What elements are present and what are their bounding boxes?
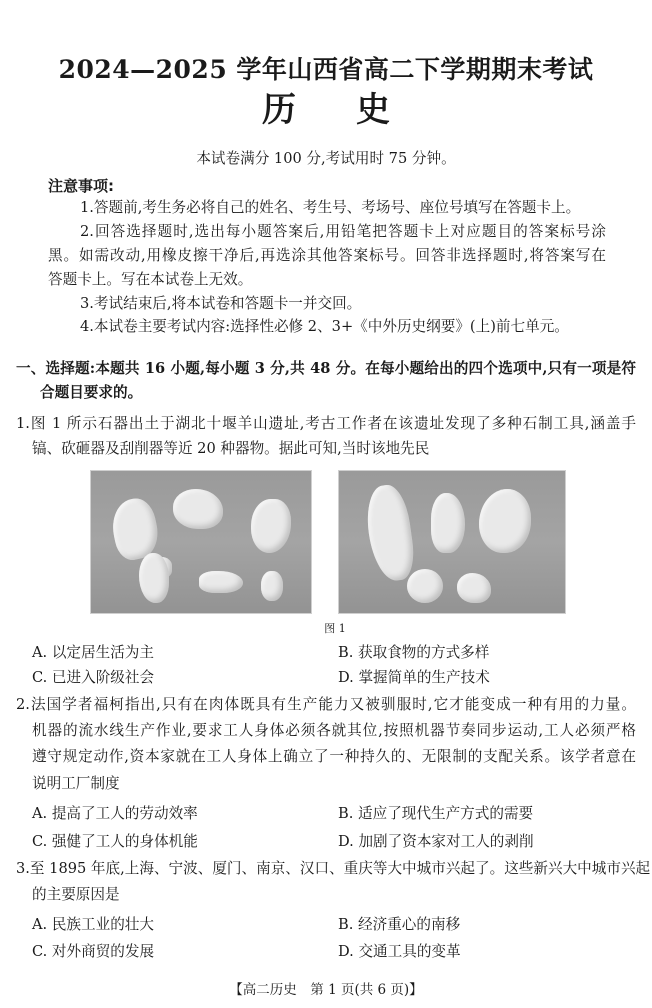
question-1-option-b[interactable]: B. 获取食物的方式多样	[338, 644, 490, 661]
question-2-option-d[interactable]: D. 加剧了资本家对工人的剥削	[338, 833, 534, 850]
section-heading: 一、选择题:本题共 16 小题,每小题 3 分,共 48 分。在每小题给出的四个选项中,只有一项是符	[16, 360, 636, 377]
question-2-stem: 说明工厂制度	[32, 775, 120, 792]
question-1-option-c[interactable]: C. 已进入阶级社会	[32, 669, 155, 686]
question-2-option-b[interactable]: B. 适应了现代生产方式的需要	[338, 805, 534, 822]
figure-caption: 图 1	[324, 622, 346, 635]
notice-line: 黑。如需改动,用橡皮擦干净后,再选涂其他答案标号。回答非选择题时,将答案写在	[48, 247, 606, 264]
question-3-option-c[interactable]: C. 对外商贸的发展	[32, 943, 155, 960]
page-footer: 【高二历史 第 1 页(共 6 页)】	[229, 982, 423, 998]
stone-tools-photo-right	[338, 470, 566, 614]
notice-heading: 注意事项:	[48, 177, 114, 195]
section-heading-cont: 合题目要求的。	[40, 384, 143, 401]
notice-line: 3.考试结束后,将本试卷和答题卡一并交回。	[80, 295, 362, 312]
exam-title: 2024—2025 学年山西省高二下学期期末考试	[58, 55, 594, 84]
question-3-stem: 3.至 1895 年底,上海、宁波、厦门、南京、汉口、重庆等大中城市兴起了。这些新兴大中城市兴起	[16, 860, 651, 877]
question-2-stem: 2.法国学者福柯指出,只有在肉体既具有生产能力又被驯服时,它才能变成一种有用的力量。	[16, 696, 636, 713]
notice-line: 答题卡上。写在本试卷上无效。	[48, 271, 253, 288]
question-2-stem: 遵守规定动作,资本家就在工人身体上确立了一种持久的、无限制的支配关系。该学者意在	[32, 748, 636, 765]
question-1-stem: 1.图 1 所示石器出土于湖北十堰羊山遗址,考古工作者在该遗址发现了多种石制工具,涵盖手	[16, 415, 636, 432]
notice-line: 2.回答选择题时,选出每小题答案后,用铅笔把答题卡上对应题目的答案标号涂	[80, 223, 606, 240]
subject-title: 历史	[262, 90, 450, 130]
question-2-option-c[interactable]: C. 强健了工人的身体机能	[32, 833, 198, 850]
question-3-option-a[interactable]: A. 民族工业的壮大	[32, 916, 154, 933]
question-1-stem: 镐、砍砸器及刮削器等近 20 种器物。据此可知,当时该地先民	[32, 440, 430, 457]
question-1-option-d[interactable]: D. 掌握简单的生产技术	[338, 669, 490, 686]
question-2-stem: 机器的流水线生产作业,要求工人身体必须各就其位,按照机器节奏同步运动,工人必须严格	[32, 722, 636, 739]
stone-tools-photo-left	[90, 470, 312, 614]
question-3-option-b[interactable]: B. 经济重心的南移	[338, 916, 461, 933]
question-3-stem: 的主要原因是	[32, 886, 120, 903]
exam-info: 本试卷满分 100 分,考试用时 75 分钟。	[196, 150, 456, 167]
question-3-option-d[interactable]: D. 交通工具的变革	[338, 943, 461, 960]
notice-line: 1.答题前,考生务必将自己的姓名、考生号、考场号、座位号填写在答题卡上。	[80, 199, 581, 216]
question-1-option-a[interactable]: A. 以定居生活为主	[32, 644, 154, 661]
notice-line: 4.本试卷主要考试内容:选择性必修 2、3+《中外历史纲要》(上)前七单元。	[80, 318, 569, 335]
question-2-option-a[interactable]: A. 提高了工人的劳动效率	[32, 805, 198, 822]
